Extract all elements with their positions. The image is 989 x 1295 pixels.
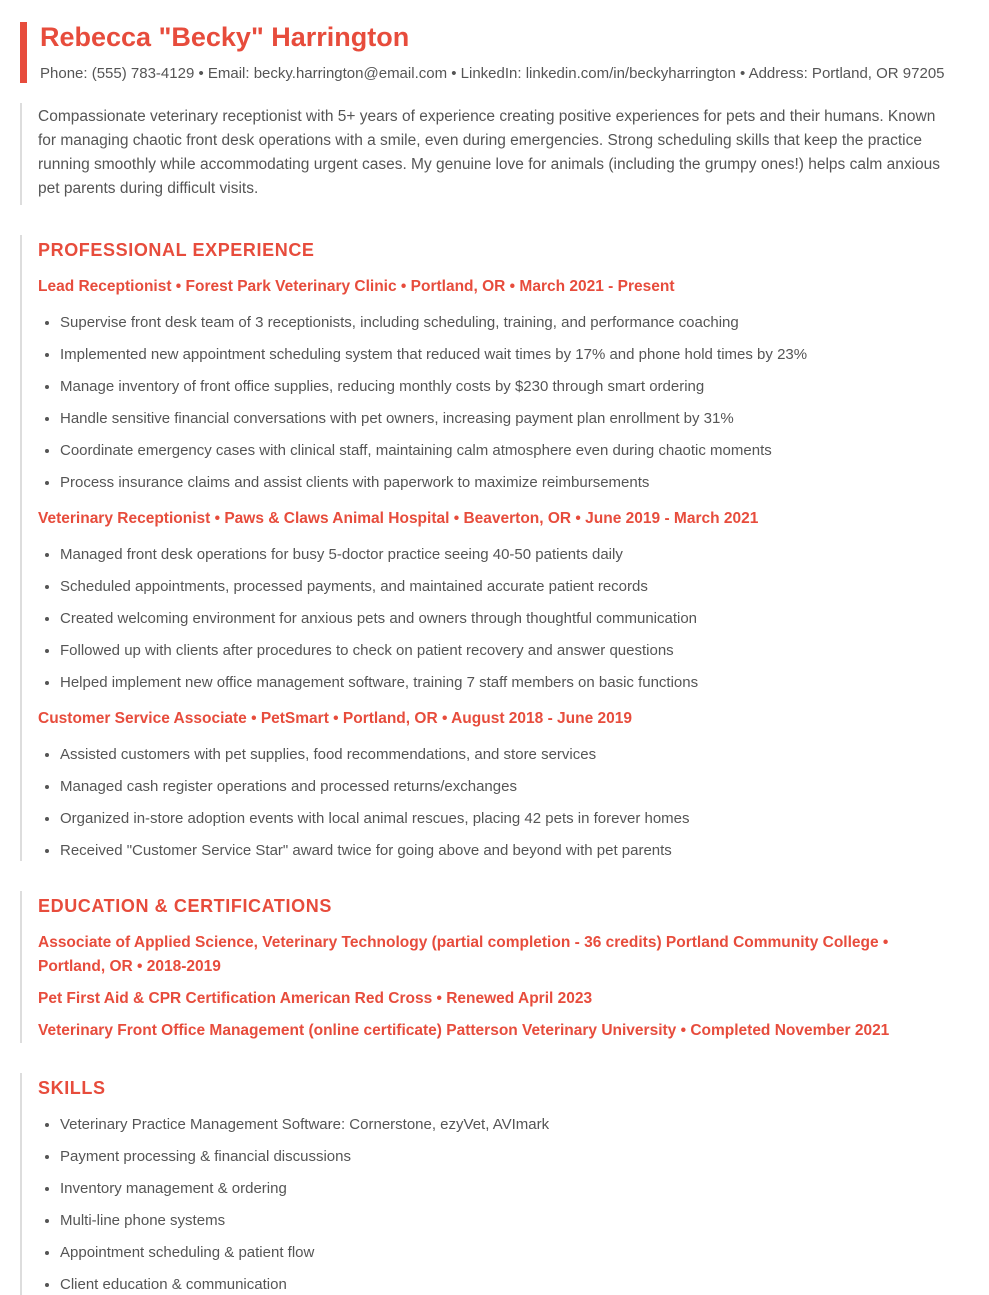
- summary-text: Compassionate veterinary receptionist with 5+ years of experience creating positive experiences for pets and their humans. Known for managing chaotic front desk operations with a smile, even during emergencies. Strong scheduling skills that keep the practice running smoothly while accommodating urgent cases. My genuine love for animals (including the grumpy ones!) helps calm anxious pet parents during difficult visits.: [38, 108, 941, 197]
- bullet-item: • Process insurance claims and assist clients with paperwork to maximize reimbursements: [60, 473, 947, 493]
- bullet-item: • Assisted customers with pet supplies, food recommendations, and store services: [60, 745, 947, 765]
- bullet-item: • Received "Customer Service Star" award twice for going above and beyond with pet parents: [60, 841, 947, 861]
- bullet-item: • Coordinate emergency cases with clinical staff, maintaining calm atmosphere even during chaotic moments: [60, 441, 947, 461]
- bullet-item: • Supervise front desk team of 3 receptionists, including scheduling, training, and performance coaching: [60, 313, 947, 333]
- skill-item: • Appointment scheduling & patient flow: [60, 1243, 947, 1263]
- job-1-bullet-list: [38, 313, 947, 493]
- bullet-item: • Scheduled appointments, processed payments, and maintained accurate patient records: [60, 577, 947, 597]
- job-2-bullet-list: [38, 545, 947, 693]
- bullet-item: • Followed up with clients after procedures to check on patient recovery and answer questions: [60, 641, 947, 661]
- education-item-2: Pet First Aid & CPR Certification American Red Cross • Renewed April 2023: [38, 990, 593, 1007]
- skill-item: • Inventory management & ordering: [60, 1179, 947, 1199]
- bullet-item: • Manage inventory of front office supplies, reducing monthly costs by $230 through smart ordering: [60, 377, 947, 397]
- skills-bullet-list: [38, 1115, 947, 1295]
- skill-item: • Veterinary Practice Management Software: Cornerstone, ezyVet, AVImark: [60, 1115, 947, 1135]
- education-item-3: Veterinary Front Office Management (online certificate) Patterson Veterinary University • Completed November 2021: [38, 1022, 890, 1039]
- section-title-experience: PROFESSIONAL EXPERIENCE: [38, 240, 315, 260]
- education-item-1: Associate of Applied Science, Veterinary Technology (partial completion - 36 credits) Portland Community College • Portland, OR • 2018-2019: [38, 934, 889, 975]
- skills-section: [20, 1073, 947, 1295]
- contact-line: Phone: (555) 783-4129 • Email: becky.harrington@email.com • LinkedIn: linkedin.com/in/beckyharrington • Address: Portland, OR 97205: [40, 65, 945, 82]
- bullet-item: • Handle sensitive financial conversations with pet owners, increasing payment plan enrollment by 31%: [60, 409, 947, 429]
- resume-header: [20, 22, 947, 83]
- skill-item: • Client education & communication: [60, 1275, 947, 1295]
- candidate-name: Rebecca "Becky" Harrington: [40, 22, 410, 52]
- job-heading-1: Lead Receptionist • Forest Park Veterinary Clinic • Portland, OR • March 2021 - Present: [38, 278, 675, 295]
- job-heading-3: Customer Service Associate • PetSmart • Portland, OR • August 2018 - June 2019: [38, 710, 633, 727]
- skill-item: • Payment processing & financial discussions: [60, 1147, 947, 1167]
- bullet-item: • Created welcoming environment for anxious pets and owners through thoughtful communication: [60, 609, 947, 629]
- summary-section: [20, 103, 947, 205]
- education-section: [20, 891, 947, 1043]
- bullet-item: • Organized in-store adoption events with local animal rescues, placing 42 pets in forever homes: [60, 809, 947, 829]
- bullet-item: • Helped implement new office management software, training 7 staff members on basic functions: [60, 673, 947, 693]
- bullet-item: • Implemented new appointment scheduling system that reduced wait times by 17% and phone hold times by 23%: [60, 345, 947, 365]
- section-title-education: EDUCATION & CERTIFICATIONS: [38, 896, 332, 916]
- experience-section: [20, 235, 947, 861]
- skill-item: • Multi-line phone systems: [60, 1211, 947, 1231]
- section-title-skills: SKILLS: [38, 1078, 106, 1098]
- job-3-bullet-list: [38, 745, 947, 861]
- bullet-item: • Managed front desk operations for busy 5-doctor practice seeing 40-50 patients daily: [60, 545, 947, 565]
- job-heading-2: Veterinary Receptionist • Paws & Claws Animal Hospital • Beaverton, OR • June 2019 - March 2021: [38, 510, 759, 527]
- education-list: [38, 931, 947, 1043]
- bullet-item: • Managed cash register operations and processed returns/exchanges: [60, 777, 947, 797]
